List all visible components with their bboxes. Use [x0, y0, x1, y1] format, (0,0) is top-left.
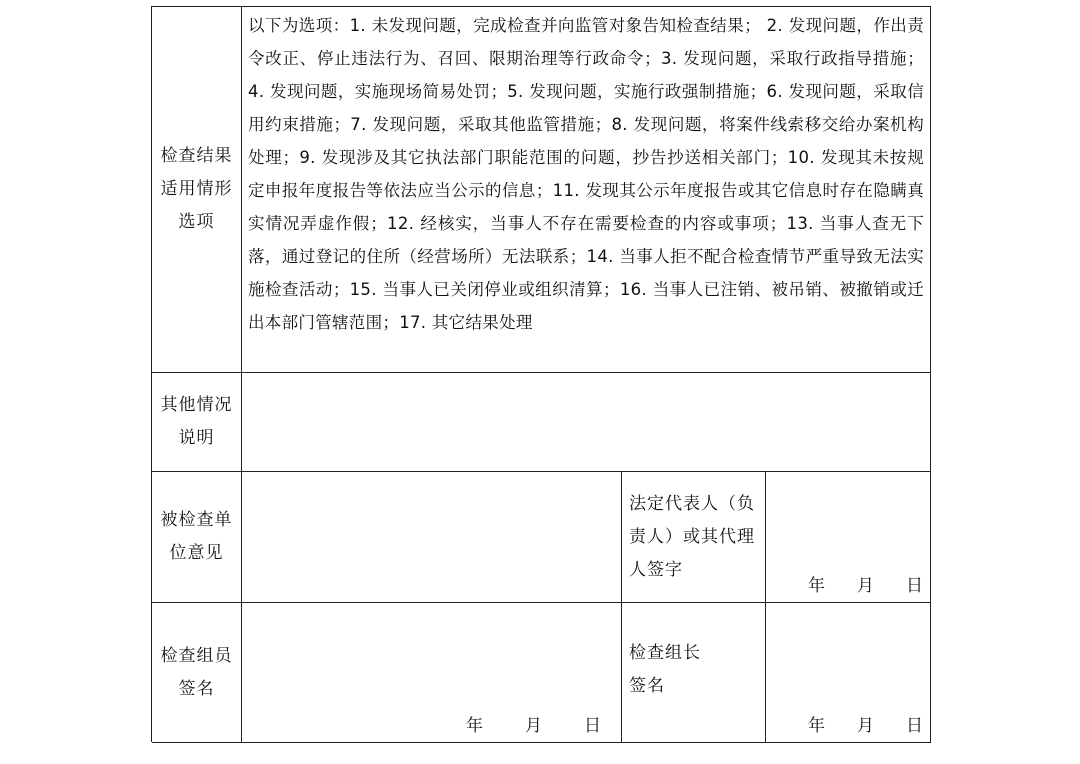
date-year: 年: [808, 576, 825, 596]
unit-opinion-label: [152, 472, 242, 603]
label-line: 签名: [178, 678, 215, 699]
label-line: 检查结果: [160, 146, 233, 166]
label-line: 被检查单: [160, 510, 233, 530]
results-options-content: 以下为选项：1. 未发现问题，完成检查并向监管对象告知检查结果； 2. 发现问题，作出责令改正、停止违法行为、召回、限期治理等行政命令；3. 发现问题，采取行政指导措施；4. 发现问题，实施现场简易处罚；5. 发现问题，实施行政强制措施；6. 发现问题，采取信用约束措施；7. 发现问题，采取其他监管措施；8. 发现问题，将案件线索移交给办案机构处理；9. 发现涉及其它执法部门职能范围的问题，抄告抄送相关部门；10. 发现其未按规定申报年度报告等依法应当公示的信息；11. 发现其公示年度报告或其它信息时存在隐瞒真实情况弄虚作假；12. 经核实，当事人不存在需要检查的内容或事项；13. 当事人查无下落，通过登记的住所（经营场所）无法联系；14. 当事人拒不配合检查情节严重导致无法实施检查活动；15. 当事人已关闭停业或组织清算；16. 当事人已注销、被吊销、被撤销或迁出本部门管辖范围；17. 其它结果处理: [242, 7, 931, 373]
date-day: 日: [584, 716, 601, 736]
label-line: 位意见: [169, 543, 224, 563]
legal-rep-signature-label: 法定代表人（负责人）或其代理人签字: [622, 472, 766, 603]
members-signature-label: [152, 603, 242, 743]
date-year: 年: [808, 716, 825, 736]
date-day: 日: [906, 576, 923, 596]
date-year: 年: [466, 716, 483, 736]
date-month: 月: [857, 716, 874, 736]
signature-date: [808, 571, 923, 596]
members-date: [466, 711, 601, 736]
leader-signature-field[interactable]: [766, 603, 931, 743]
members-signature-field[interactable]: [242, 603, 622, 743]
label-line: 检查组员: [160, 645, 233, 666]
label-line: 适用情形: [160, 179, 233, 199]
label-line: 其他情况: [160, 395, 233, 415]
legal-rep-signature-field[interactable]: [766, 472, 931, 603]
date-month: 月: [525, 716, 542, 736]
date-month: 月: [857, 576, 874, 596]
date-day: 日: [906, 716, 923, 736]
other-notes-label: [152, 373, 242, 472]
leader-date: [808, 711, 923, 736]
label-line: 选项: [178, 212, 215, 232]
results-options-label: [152, 7, 242, 373]
inspection-form-table: [151, 6, 931, 742]
other-notes-field[interactable]: [242, 373, 931, 472]
leader-signature-label: [622, 603, 766, 743]
label-line: 检查组长: [629, 643, 701, 663]
label-line: 说明: [178, 428, 215, 448]
label-line: 签名: [629, 676, 665, 696]
unit-opinion-field[interactable]: [242, 472, 622, 603]
